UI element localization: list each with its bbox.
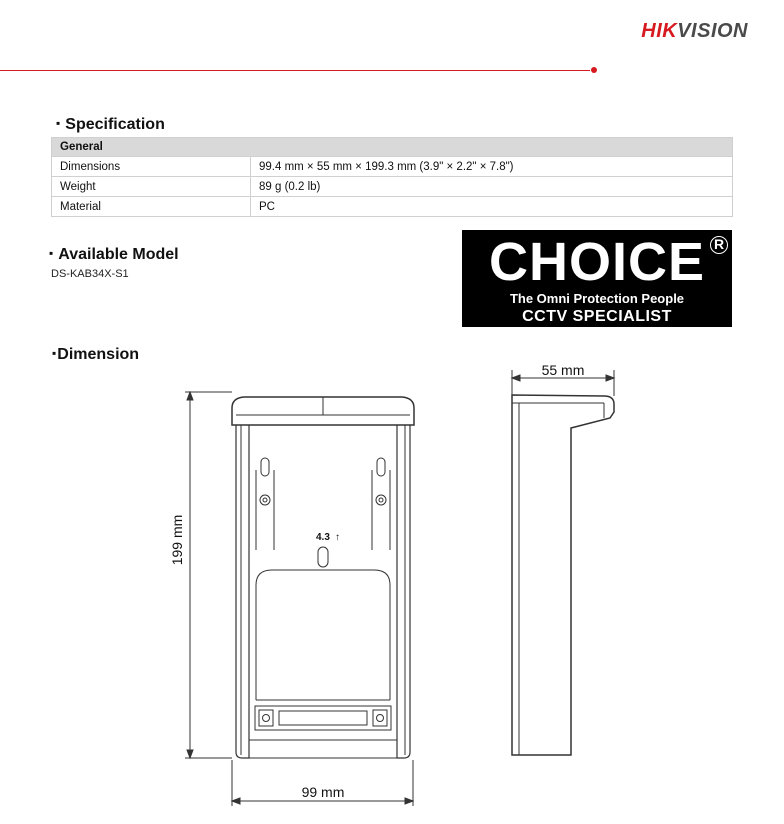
width-dimension-label: 99 mm (301, 784, 345, 800)
spec-label: Material (52, 197, 251, 217)
spec-label: Weight (52, 177, 251, 197)
hikvision-logo: HIKVISION (641, 20, 748, 42)
model-number: DS-KAB34X-S1 (51, 268, 129, 280)
up-arrow-icon: ↑ (335, 532, 340, 543)
table-group-header: General (52, 138, 733, 157)
spec-label: Dimensions (52, 157, 251, 177)
registered-mark: R (710, 236, 728, 254)
spec-value: 89 g (0.2 lb) (251, 177, 733, 197)
available-model-heading: ▪ Available Model (49, 246, 179, 263)
choice-tagline: The Omni Protection People (509, 291, 685, 306)
spec-value: 99.4 mm × 55 mm × 199.3 mm (3.9" × 2.2" × 7.8") (251, 157, 733, 177)
height-dimension-label: 199 mm (169, 514, 185, 566)
choice-headline: CHOICE (488, 232, 705, 292)
depth-dimension-label: 55 mm (541, 362, 585, 378)
specification-heading: ▪ Specification (56, 116, 165, 133)
choice-subtagline: CCTV SPECIALIST (522, 308, 672, 325)
part-marking: 4.3 (316, 532, 330, 543)
dimension-heading: ▪Dimension (52, 346, 140, 363)
spec-value: PC (251, 197, 733, 217)
